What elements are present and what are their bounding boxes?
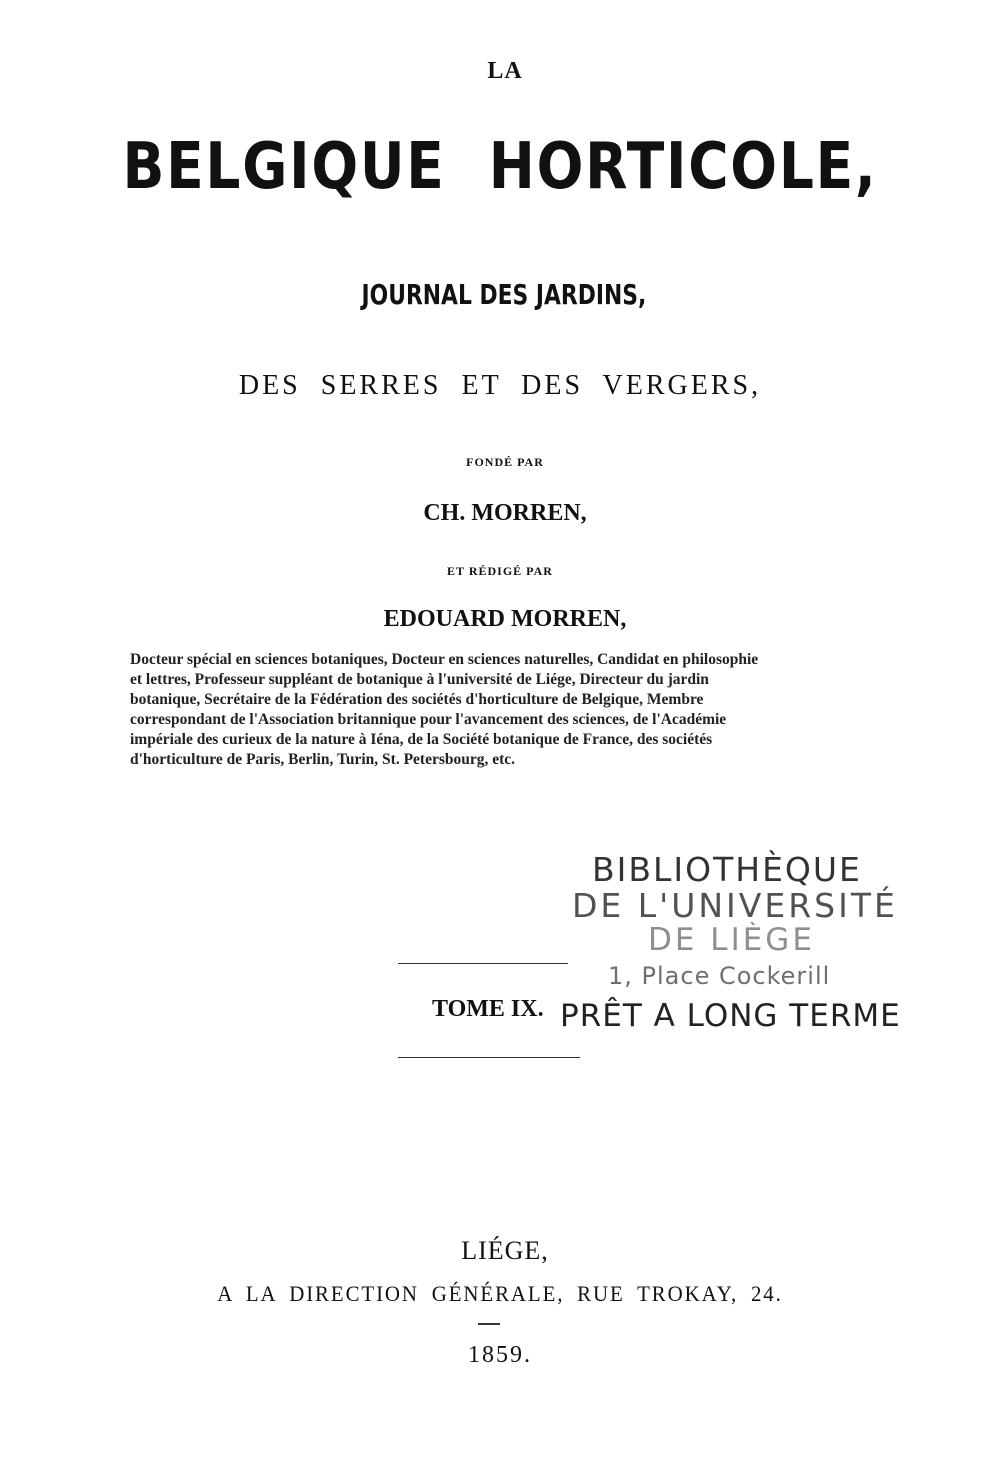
title-article: LA [487, 58, 523, 84]
credentials-line: et lettres, Professeur suppléant de botanique à l'université de Liége, Directeur du jardin [130, 671, 709, 688]
credentials-line: correspondant de l'Association britannique pour l'avancement des sciences, de l'Académie [130, 711, 727, 728]
stamp-line-universite: DE L'UNIVERSITÉ [572, 886, 898, 925]
divider-rule-top [398, 963, 568, 964]
publication-year: 1859. [468, 1342, 532, 1368]
edited-by-label: ET RÉDIGÉ PAR [447, 564, 553, 578]
credentials-line: d'horticulture de Paris, Berlin, Turin, St. Petersbourg, etc. [130, 751, 516, 768]
publication-city: LIÉGE, [461, 1236, 549, 1265]
founded-by-label: FONDÉ PAR [466, 455, 544, 469]
stamp-line-liege: DE LIÈGE [648, 922, 815, 958]
editor-name: EDOUARD MORREN, [383, 606, 627, 632]
editor-credentials [130, 650, 863, 770]
divider-rule-bottom [398, 1057, 580, 1058]
credentials-line: Docteur spécial en sciences botaniques, Docteur en sciences naturelles, Candidat en philosophie [130, 651, 759, 668]
publisher-address: A LA DIRECTION GÉNÉRALE, RUE TROKAY, 24. [217, 1281, 783, 1306]
credentials-line: botanique, Secrétaire de la Fédération des sociétés d'horticulture de Belgique, Membre [130, 691, 704, 708]
subtitle-serres: DES SERRES ET DES VERGERS, [238, 370, 762, 401]
stamp-line-pret: PRÊT A LONG TERME [560, 998, 901, 1034]
stamp-line-address: 1, Place Cockerill [608, 962, 831, 990]
volume-number: TOME IX. [432, 996, 544, 1022]
divider-short-rule [478, 1323, 500, 1325]
stamp-line-bibliotheque: BIBLIOTHÈQUE [592, 850, 862, 889]
founder-name: CH. MORREN, [423, 500, 587, 526]
credentials-line: impériale des curieux de la nature à Iéna, de la Société botanique de France, des sociétés [130, 731, 713, 748]
main-title: BELGIQUE HORTICOLE, [122, 130, 878, 204]
subtitle-journal: JOURNAL DES JARDINS, [361, 278, 647, 311]
